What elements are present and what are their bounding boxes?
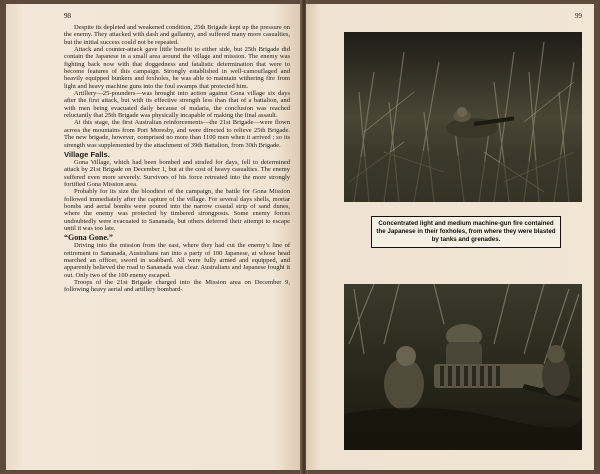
paragraph: At this stage, the first Australian reinforcements—the 21st Brigade—were flown across the mountains from Port Moresby, and were directed to relieve 25th Brigade. The new brigade, however, comprised no more than 1100 men when it arrived ; so its strength was supplemented by the attachment of 39th Battalion, from 30th Brigade. bbox=[64, 119, 290, 149]
paragraph: Despite its depleted and weakened condition, 25th Brigade kept up the pressure on the enemy. They attacked with dash and gallantry, and suffered many more casualties, but the initial success could not be repeated. bbox=[64, 24, 290, 46]
page-number-left: 98 bbox=[64, 12, 71, 20]
photo-machine-gun-crew bbox=[344, 284, 582, 450]
photo-caption: Concentrated light and medium machine-gun fire contained the Japanese in their foxholes, from where they were blasted by tanks and grenades. bbox=[371, 216, 561, 248]
paragraph: Attack and counter-attack gave little benefit to either side, but 25th Brigade did contain the Japanese in a small area around the village and mission. The enemy was fighting back now with that doggedness and fatalistic determination that were to become features of this campaign. Strongly established in well-camouflaged and heavily equipped bunkers and foxholes, he was able to maintain withering fire from light and heavy machine guns into the foul swamps that protected him. bbox=[64, 46, 290, 90]
paragraph: Probably for its size the bloodiest of the campaign, the battle for Gona Mission followed immediately after the capture of the village. For several days shells, mortar bombs and aerial bombs were poured into the narrow coastal strip of sand dunes, where the enemy was protected by timbered strongposts. Some enemy forces undoubtedly were evacuated to Sananada, but others deferred their attempt to escape until it was too late. bbox=[64, 188, 290, 232]
section-heading: Village Falls. bbox=[64, 149, 110, 159]
left-page bbox=[6, 4, 302, 470]
section-heading: “Gona Gone.” bbox=[64, 233, 113, 243]
paragraph: Artillery—25-pounders—was brought into action against Gona village six days after the first attack, but with its effective strength less than that of a battalion, and with men being evacuated daily because of malaria, the conclusion was reached reluctantly that 25th Brigade was physically incapable of making the final assault. bbox=[64, 90, 290, 120]
photo-machine-gun-crew-image bbox=[344, 284, 582, 450]
right-page bbox=[306, 4, 594, 470]
page-number-right: 99 bbox=[575, 12, 582, 20]
paragraph: Gona Village, which had been bombed and strafed for days, fell to determined attack by 21st Brigade on December 1, but at the cost of heavy casualties. The enemy suffered even more severely. Survivors of his force retreated into the more strongly fortified Gona Mission area. bbox=[64, 158, 290, 188]
photo-soldier-jungle-image bbox=[344, 32, 582, 202]
left-text-column bbox=[64, 24, 290, 294]
photo-soldier-jungle bbox=[344, 32, 582, 202]
paragraph: Driving into the mission from the east, where they had cut the enemy’s line of retirement to Sananada, Australians ran into a party of 100 Japanese, at whose head marched an officer, sword in scabbard. All were fully armed and equipped, and apparently believed the road to Sananada was clear. Australians and Japanese fought it out. Only two of the 100 enemy escaped. bbox=[64, 242, 290, 279]
paragraph: Troops of the 21st Brigade charged into the Mission area on December 9, following heavy aerial and artillery bombard- bbox=[64, 279, 290, 294]
